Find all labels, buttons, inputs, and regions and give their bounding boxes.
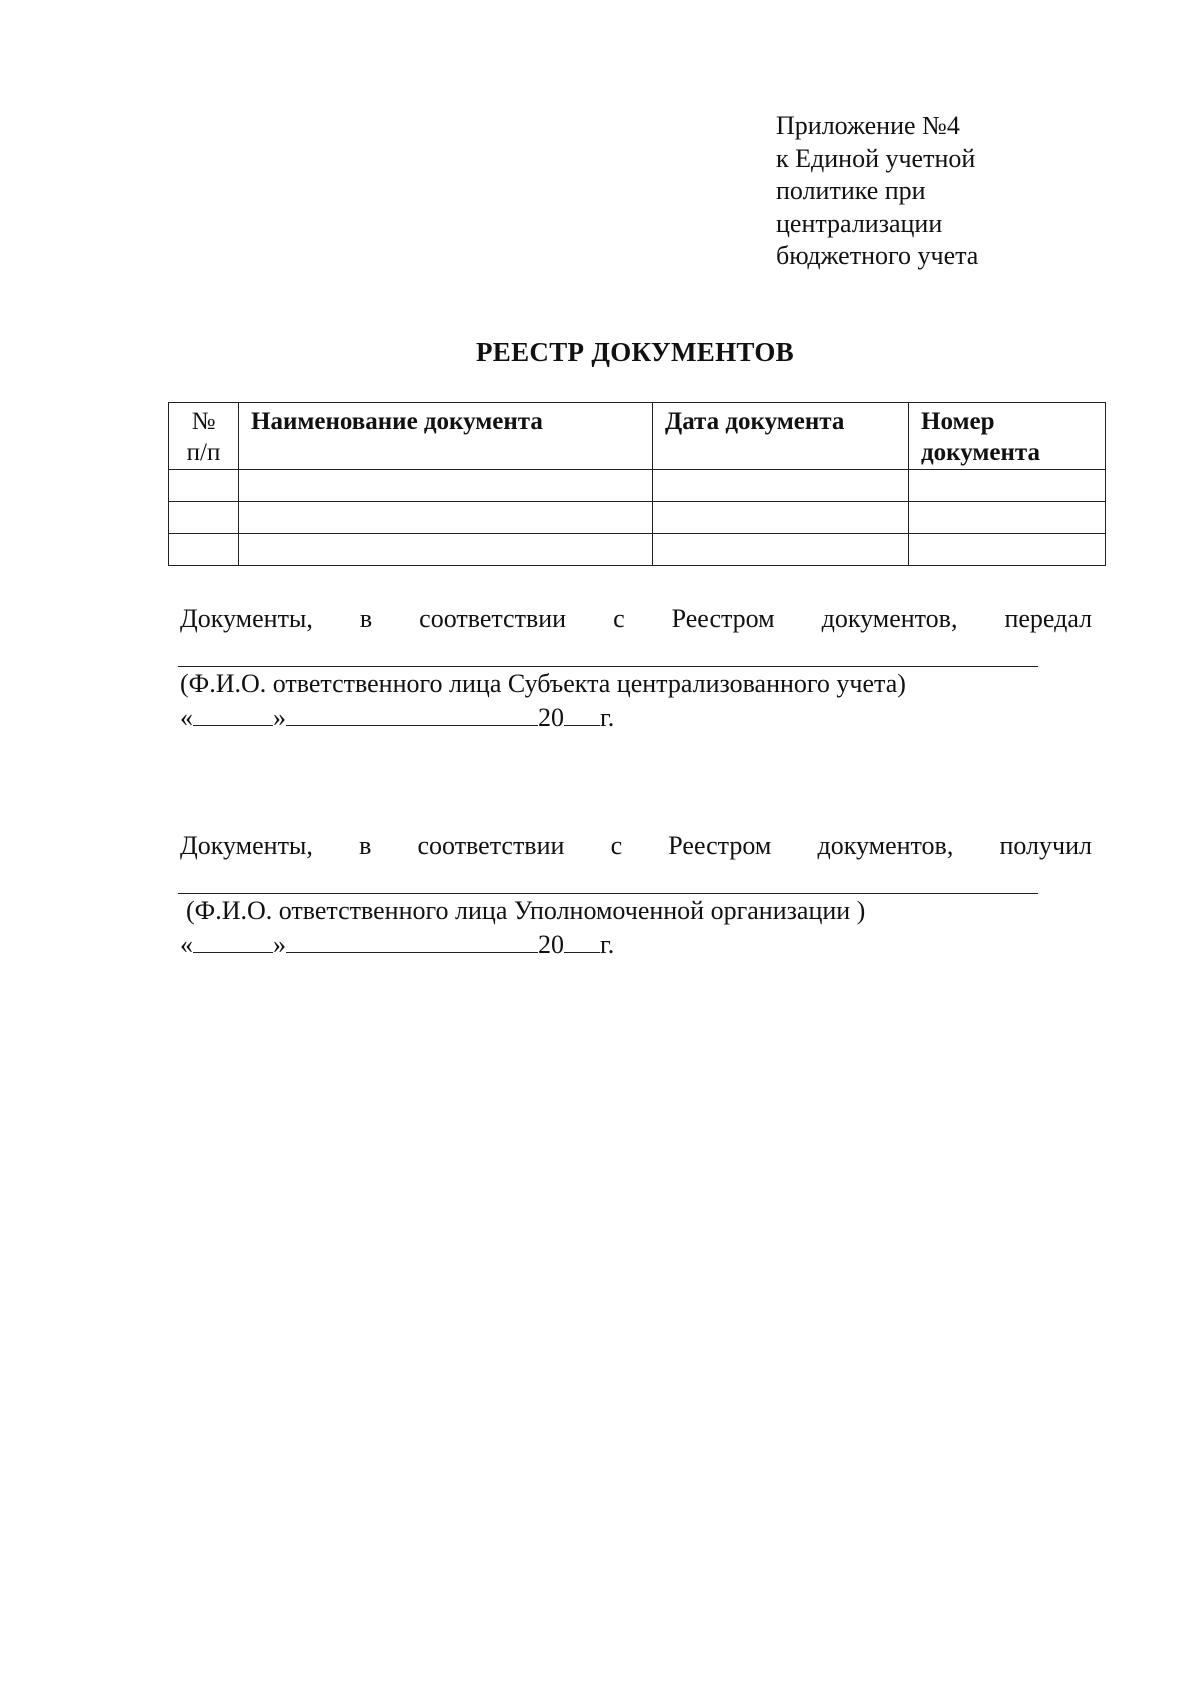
date-open-quote: « [180,703,193,732]
appendix-line: к Единой учетной [776,143,976,173]
receipt-word: Реестром [668,831,772,860]
table-header-row [169,403,1106,470]
document-title: РЕЕСТР ДОКУМЕНТОВ [476,337,794,367]
receipt-word: документов, [817,831,954,860]
receipt-word: Документы, [180,831,313,860]
transfer-caption: (Ф.И.О. ответственного лица Субъекта централизованного учета) [180,669,906,698]
year-blank[interactable] [564,701,600,726]
receipt-word: в [359,831,372,860]
year-suffix: г. [600,703,615,732]
appendix-line: бюджетного учета [776,241,979,270]
appendix-line: политике при [776,176,926,205]
table-cell[interactable] [169,470,239,502]
header-document-date: Дата документа [653,403,909,470]
transfer-statement [180,603,1092,635]
appendix-line: Приложение №4 [776,111,960,140]
table-row [169,502,1106,534]
table-cell[interactable] [909,534,1106,566]
year-prefix: 20 [538,930,564,959]
header-number-abbrev: п/п [186,439,221,466]
date-open-quote: « [180,930,193,959]
table-cell[interactable] [653,470,909,502]
date-close-quote: » [273,703,286,732]
transfer-word: соответствии [419,604,567,633]
table-cell[interactable] [909,470,1106,502]
year-prefix: 20 [538,703,564,732]
registry-table [168,402,1106,566]
header-number-symbol: № [191,408,216,435]
receipt-signature-line[interactable] [178,893,1038,894]
receipt-statement [180,830,1092,862]
appendix-note [776,110,1076,273]
day-blank[interactable] [193,928,273,953]
appendix-line: централизации [776,208,943,238]
header-document-name: Наименование документа [239,403,653,470]
transfer-word: с [613,604,625,633]
transfer-signature-line[interactable] [178,666,1038,667]
year-suffix: г. [600,930,615,959]
receipt-date-field [180,928,614,961]
table-cell[interactable] [239,470,653,502]
table-cell[interactable] [909,502,1106,534]
date-close-quote: » [273,930,286,959]
table-cell[interactable] [239,502,653,534]
transfer-date-field [180,701,614,734]
receipt-word: соответствии [417,831,565,860]
table-row [169,470,1106,502]
header-document-number [909,403,1106,470]
receipt-caption: (Ф.И.О. ответственного лица Уполномоченной организации ) [186,896,866,925]
transfer-word: передал [1004,604,1093,633]
table-cell[interactable] [653,534,909,566]
year-blank[interactable] [564,928,600,953]
table-cell[interactable] [653,502,909,534]
header-document-number-line1: Номер [921,408,995,435]
month-blank[interactable] [286,928,538,953]
month-blank[interactable] [286,701,538,726]
transfer-word: Реестром [671,604,775,633]
receipt-word: получил [999,831,1092,860]
table-cell[interactable] [169,502,239,534]
receipt-word: с [610,831,623,860]
day-blank[interactable] [193,701,273,726]
header-number [169,403,239,470]
transfer-word: Документы, [180,604,313,633]
table-cell[interactable] [169,534,239,566]
transfer-word: документов, [821,604,958,633]
table-cell[interactable] [239,534,653,566]
transfer-word: в [359,604,373,633]
table-row [169,534,1106,566]
header-document-number-line2: документа [921,439,1040,466]
